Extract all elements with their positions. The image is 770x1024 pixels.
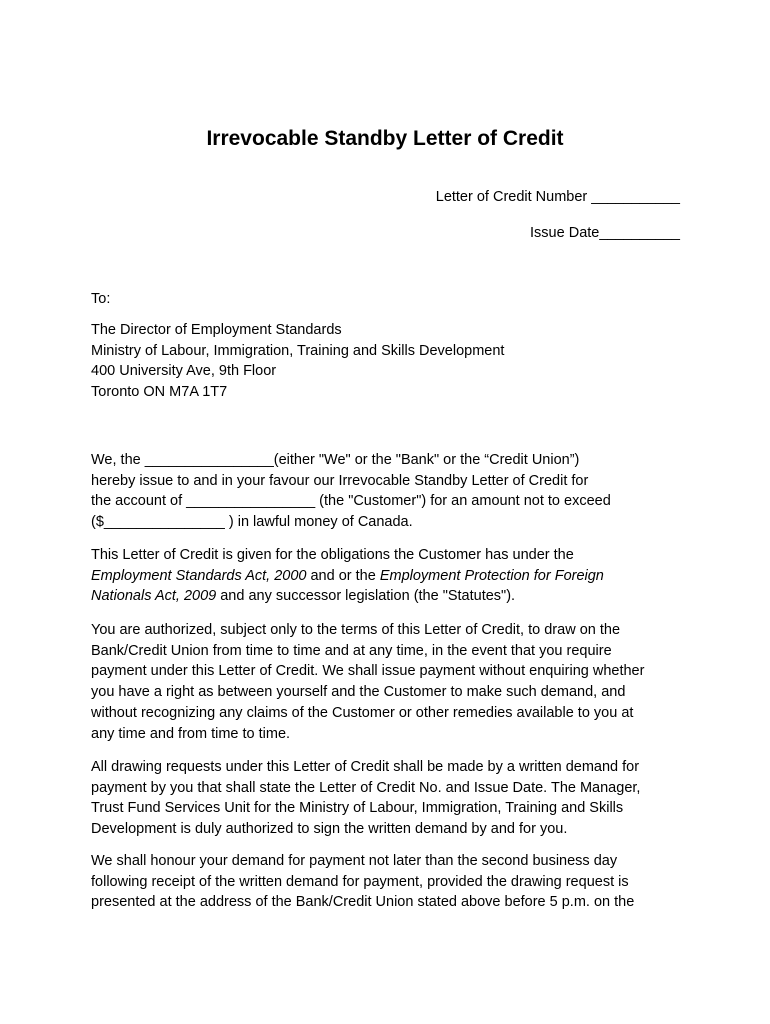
paragraph-line: All drawing requests under this Letter of Credit shall be made by a written demand for [91, 759, 640, 775]
address-line: Ministry of Labour, Immigration, Training and Skills Development [91, 342, 505, 359]
paragraph-line: We shall honour your demand for payment not later than the second business day [91, 853, 618, 869]
paragraph-line: the account of ________________ (the "Customer") for an amount not to exceed [91, 493, 611, 510]
statute-name: Nationals Act, 2009 [91, 588, 217, 605]
paragraph-line: Trust Fund Services Unit for the Ministry of Labour, Immigration, Training and Skills [91, 800, 624, 817]
paragraph-line: presented at the address of the Bank/Credit Union stated above before 5 p.m. on the [91, 894, 635, 911]
paragraph-text: and any successor legislation (the "Statutes"). [216, 588, 516, 605]
paragraph-line: following receipt of the written demand for payment, provided the drawing request is [91, 873, 629, 890]
paragraph-line [91, 566, 691, 587]
statute-name: Employment Protection for Foreign [379, 567, 604, 584]
paragraph-issuer [91, 450, 691, 533]
to-label [91, 289, 691, 310]
paragraph-line: payment by you that shall state the Letter of Credit No. and Issue Date. The Manager, [91, 779, 641, 796]
paragraph-obligations [91, 545, 691, 607]
address-line: Toronto ON M7A 1T7 [91, 384, 228, 401]
paragraph-line: hereby issue to and in your favour our Irrevocable Standby Letter of Credit for [91, 472, 589, 489]
letter-of-credit-number-line: Letter of Credit Number ___________ [435, 189, 680, 205]
paragraph-line: We, the ________________(either "We" or the "Bank" or the “Credit Union”) [91, 452, 580, 468]
paragraph-text: and or the [306, 567, 380, 584]
paragraph-drawing [91, 757, 691, 840]
statute-name: Employment Standards Act, 2000 [91, 567, 307, 584]
paragraph-line: without recognizing any claims of the Customer or other remedies available to you at [91, 704, 634, 721]
issue-date-line: Issue Date__________ [530, 225, 680, 241]
paragraph-line: You are authorized, subject only to the terms of this Letter of Credit, to draw on the [91, 622, 621, 638]
address-line: The Director of Employment Standards [91, 322, 342, 338]
paragraph-line: Bank/Credit Union from time to time and at any time, in the event that you require [91, 642, 612, 659]
paragraph-line: payment under this Letter of Credit. We shall issue payment without enquiring whether [91, 663, 645, 680]
paragraph-line: Development is duly authorized to sign the written demand by and for you. [91, 821, 568, 838]
paragraph-line [91, 586, 691, 607]
paragraph-line: This Letter of Credit is given for the obligations the Customer has under the [91, 547, 574, 563]
recipient-address [91, 320, 691, 403]
paragraph-authorized [91, 620, 691, 744]
address-line: 400 University Ave, 9th Floor [91, 363, 277, 380]
paragraph-line: you have a right as between yourself and the Customer to make such demand, and [91, 684, 626, 701]
paragraph-line: ($_______________ ) in lawful money of Canada. [91, 514, 413, 531]
document-title: Irrevocable Standby Letter of Credit [206, 127, 564, 150]
paragraph-line: any time and from time to time. [91, 725, 291, 742]
paragraph-honour [91, 851, 691, 913]
to-label-text: To: [91, 291, 111, 307]
